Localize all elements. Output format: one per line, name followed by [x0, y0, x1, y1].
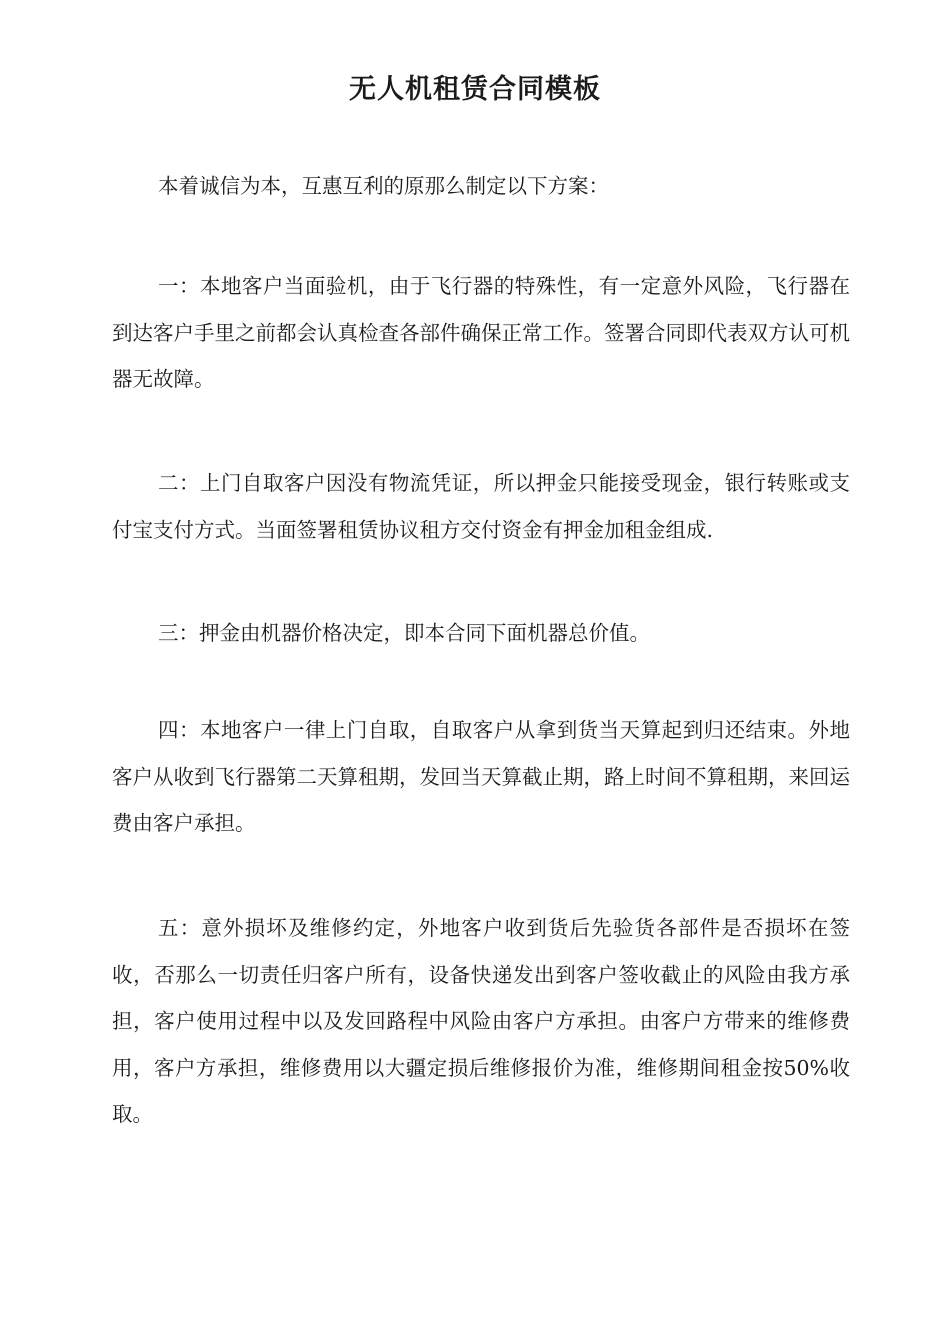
clause-3: 三：押金由机器价格决定，即本合同下面机器总价值。 [158, 621, 650, 645]
clause-4: 四：本地客户一律上门自取，自取客户从拿到货当天算起到归还结束。外地客户从收到飞行器第二天算租期，发回当天算截止期，路上时间不算租期，来回运费由客户承担。 [112, 718, 850, 835]
document-title: 无人机租赁合同模板 [349, 74, 601, 105]
clause-1: 一：本地客户当面验机，由于飞行器的特殊性，有一定意外风险，飞行器在到达客户手里之前都会认真检查各部件确保正常工作。签署合同即代表双方认可机器无故障。 [112, 274, 850, 391]
clause-2: 二：上门自取客户因没有物流凭证，所以押金只能接受现金，银行转账或支付宝支付方式。当面签署租赁协议租方交付资金有押金加租金组成. [112, 471, 850, 542]
clause-5: 五：意外损坏及维修约定，外地客户收到货后先验货各部件是否损坏在签收，否那么一切责任归客户所有，设备快递发出到客户签收截止的风险由我方承担，客户使用过程中以及发回路程中风险由客户方承担。由客户方带来的维修费用，客户方承担，维修费用以大疆定损后维修报价为准，维修期间租金按50%收取。 [112, 916, 850, 1126]
intro-paragraph: 本着诚信为本，互惠互利的原那么制定以下方案： [158, 174, 609, 198]
